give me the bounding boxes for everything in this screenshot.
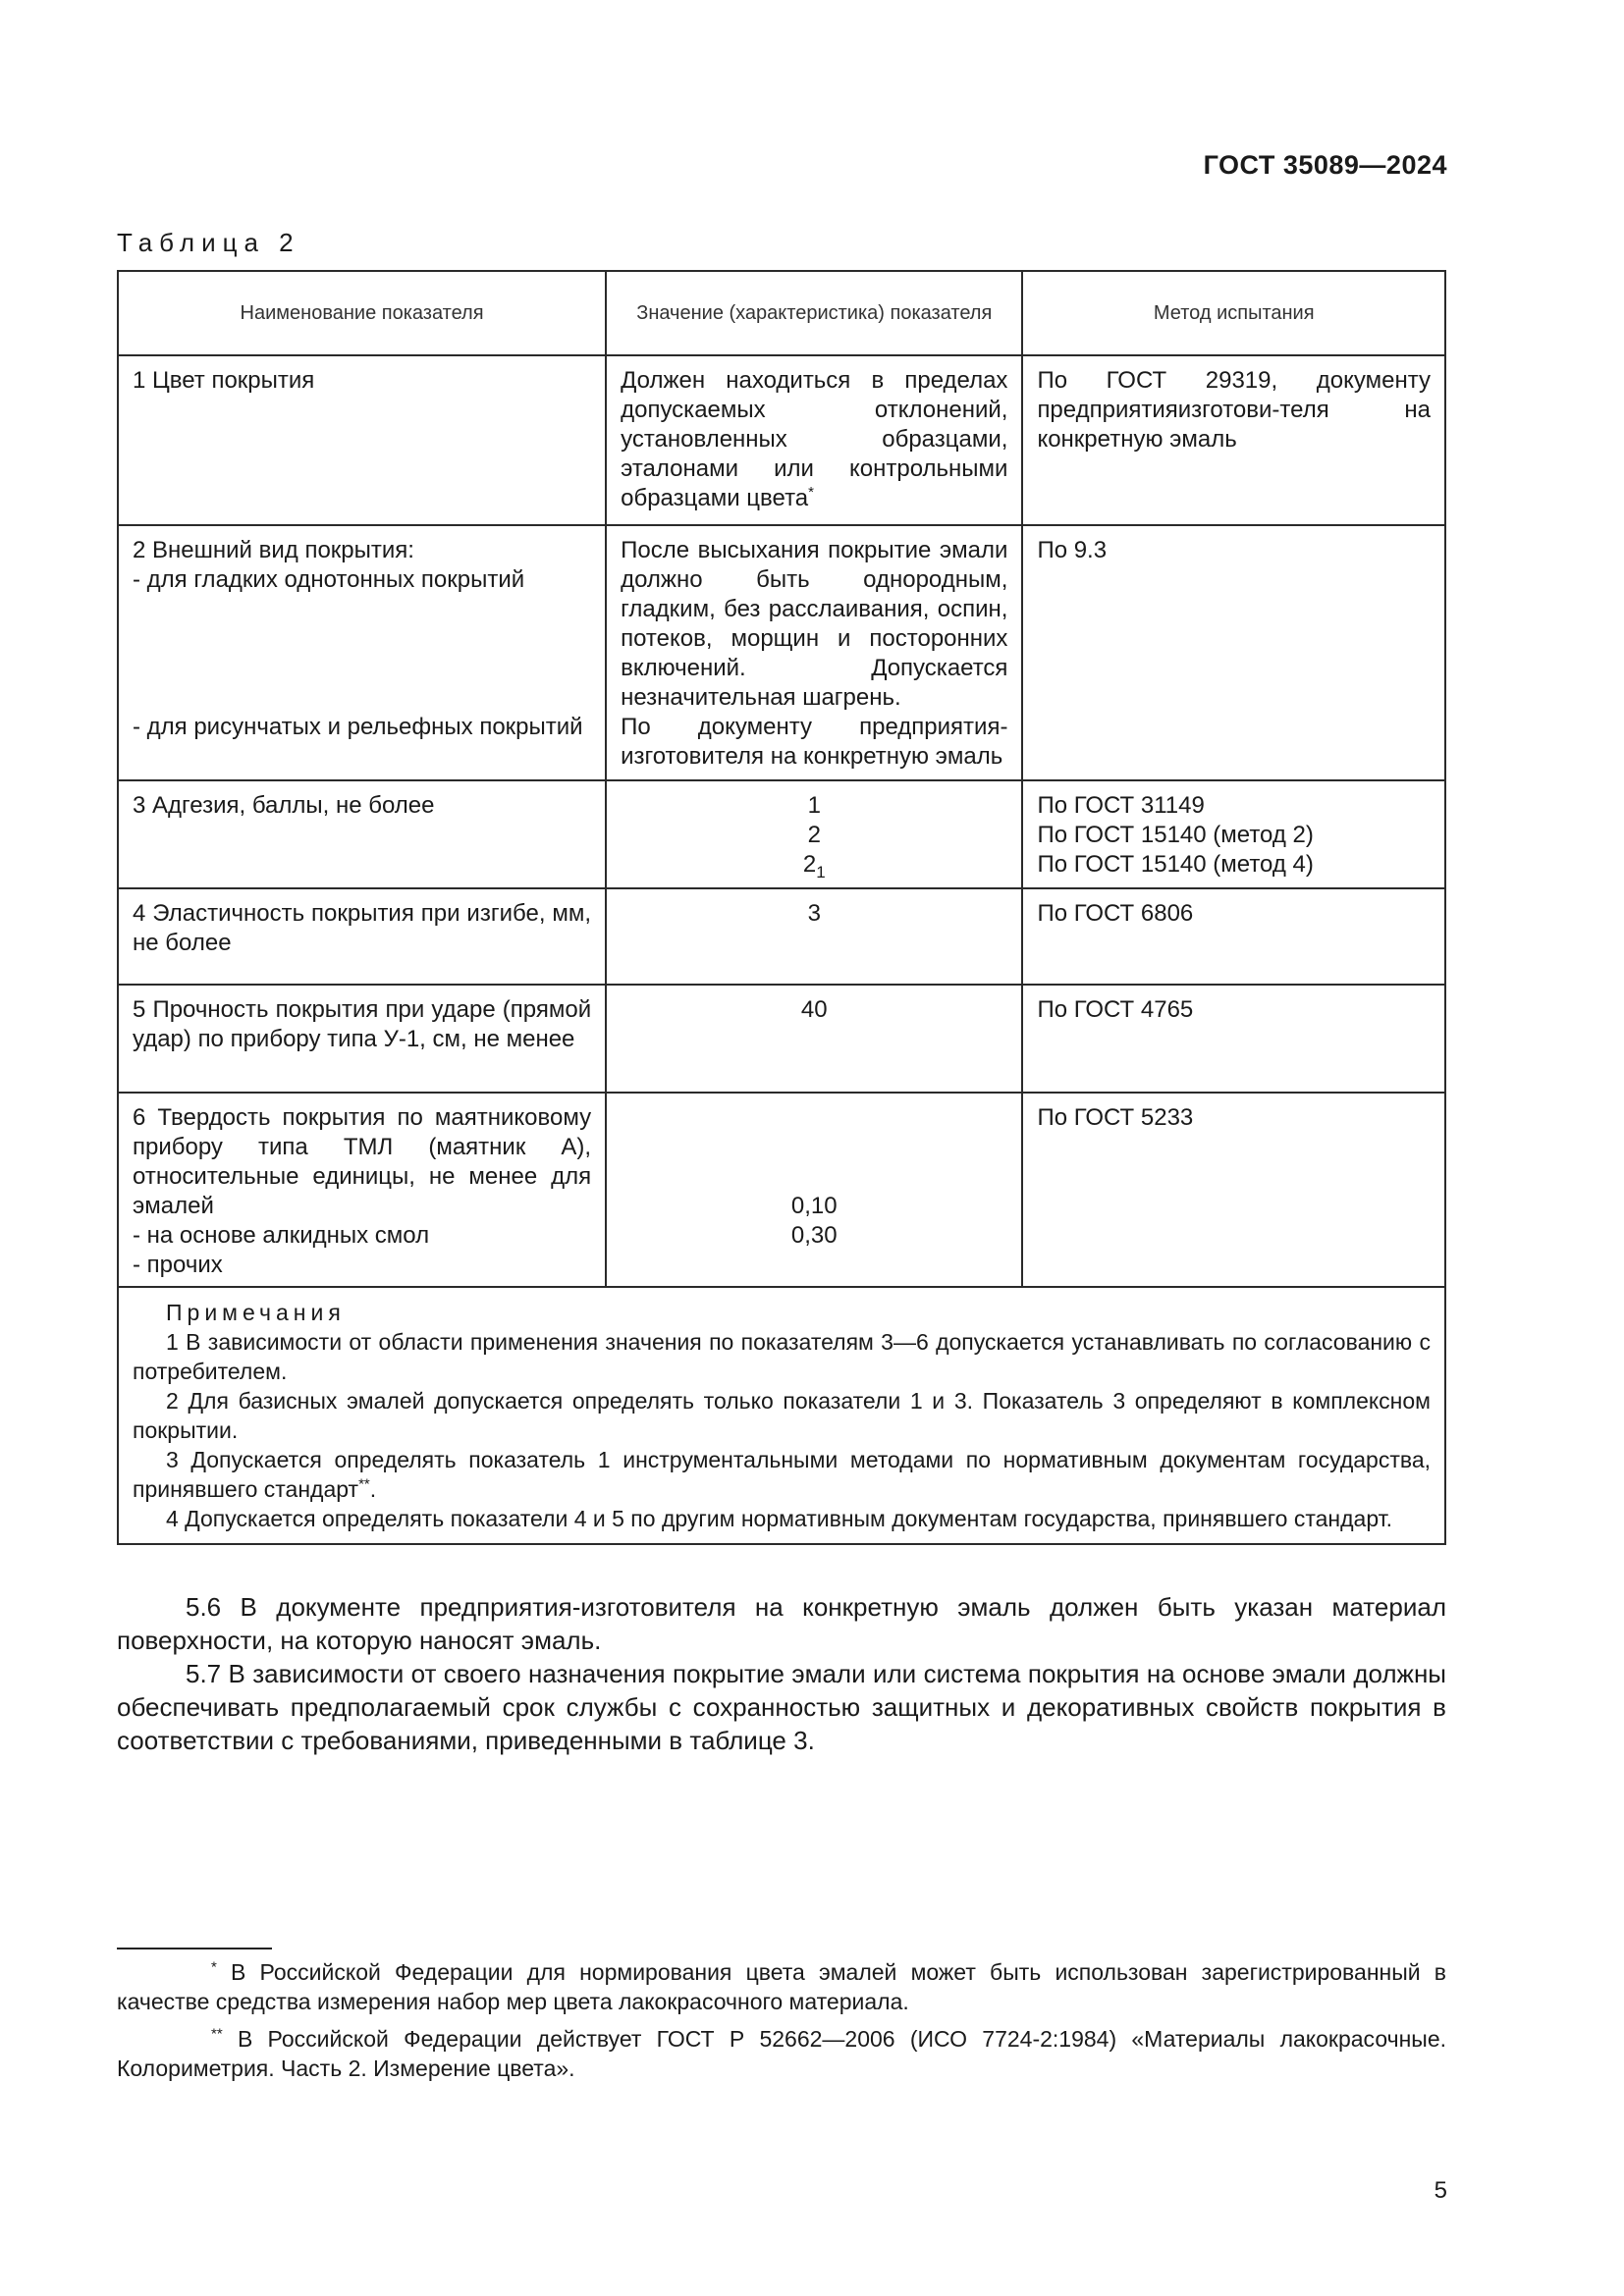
row3-value-subscript: 1 [816, 862, 826, 881]
row3-method-line: По ГОСТ 15140 (метод 4) [1037, 851, 1314, 878]
paragraph-5-7: 5.7 В зависимости от своего назначения покрытие эмали или система покрытия на основе эмали должны обеспечивать предполагаемый срок службы с сохранностью защитных и декоративных свойств покрытия в соответствии с требованиями, приведенными в таблице 3. [117, 1659, 1446, 1755]
footnote-separator [117, 1948, 272, 1949]
paragraph-5-6: 5.6 В документе предприятия-изготовителя на конкретную эмаль должен быть указан материал поверхности, на которую наносят эмаль. [117, 1592, 1446, 1655]
header-test-method: Метод испытания [1022, 271, 1445, 355]
row5-method [1022, 985, 1445, 1093]
row2-name-line [133, 595, 591, 624]
row6-value-line: 0,10 [790, 1193, 838, 1219]
row3-name-line: 3 Адгезия, баллы, не более [133, 792, 435, 819]
row3-value-line: $2_1$ [802, 851, 826, 881]
row3-method [1022, 780, 1445, 888]
row3-method-line: По ГОСТ 31149 [1037, 792, 1205, 819]
notes-cell [118, 1287, 1445, 1544]
row2-value [606, 525, 1022, 780]
table-row [118, 1093, 1445, 1287]
table-caption: Таблица 2 [117, 228, 300, 257]
row1-value [606, 355, 1022, 525]
notes-title: Примечания [166, 1300, 346, 1325]
row1-method-line: По ГОСТ 29319, документу предприятияизготови-теля на конкретную эмаль [1037, 367, 1431, 453]
row2-method-line: По 9.3 [1037, 537, 1108, 563]
table-header-row [118, 271, 1445, 355]
row6-method-line: По ГОСТ 5233 [1037, 1104, 1194, 1131]
row3-method-line: По ГОСТ 15140 (метод 2) [1037, 822, 1314, 848]
page-number: 5 [1434, 2177, 1447, 2204]
row2-name-line: - для гладких однотонных покрытий [133, 566, 525, 593]
table-row [118, 355, 1445, 525]
header-indicator-name: Наименование показателя [118, 271, 606, 355]
row4-name-line: 4 Эластичность покрытия при изгибе, мм, не более [133, 900, 592, 956]
table-row [118, 780, 1445, 888]
footnote-mark: * [211, 1958, 217, 1976]
table-row [118, 888, 1445, 985]
row4-name [118, 888, 606, 985]
row2-name-line: 2 Внешний вид покрытия: [133, 537, 414, 563]
row5-method-line: По ГОСТ 4765 [1037, 996, 1194, 1023]
table-row [118, 525, 1445, 780]
row2-method [1022, 525, 1445, 780]
notes-row [118, 1287, 1445, 1544]
row6-name-line: - на основе алкидных смол [133, 1222, 430, 1249]
row6-name [118, 1093, 606, 1287]
row6-name-line: 6 Твердость покрытия по маятниковому прибору типа ТМЛ (маятник А), относительные единицы, не менее для эмалей [133, 1104, 592, 1219]
row6-method [1022, 1093, 1445, 1287]
row6-value-line [621, 1162, 1007, 1192]
note-item: 4 Допускается определять показатели 4 и 5 по другим нормативным документам государства, принявшего стандарт. [166, 1506, 1393, 1531]
row3-name [118, 780, 606, 888]
indicators-table [117, 270, 1446, 1545]
footnote-mark: ** [211, 2025, 223, 2043]
note-item: 1 В зависимости от области применения значения по показателям 3—6 допускается устанавливать по согласованию с потребителем. [133, 1329, 1431, 1384]
document-code: ГОСТ 35089—2024 [1203, 150, 1447, 180]
row1-name-line: 1 Цвет покрытия [133, 367, 315, 394]
row3-value-line: 2 [807, 822, 821, 848]
footnote-ref-2: ** [358, 1475, 370, 1493]
footnote-2: ** В Российской Федерации действует ГОСТ Р 52662—2006 (ИСО 7724-2:1984) «Материалы лакокрасочные. Колориметрия. Часть 2. Измерение цвета». [117, 2025, 1446, 2081]
row4-value-line: 3 [807, 900, 821, 927]
note-item: 2 Для базисных эмалей допускается определять только показатели 1 и 3. Показатель 3 определяют в комплексном покрытии. [133, 1388, 1431, 1443]
row1-method [1022, 355, 1445, 525]
row5-value-line: 40 [800, 996, 828, 1023]
row4-method [1022, 888, 1445, 985]
row4-method-line: По ГОСТ 6806 [1037, 900, 1194, 927]
row6-value-line [621, 1103, 1007, 1133]
row6-value-line [621, 1133, 1007, 1162]
row6-value [606, 1093, 1022, 1287]
row2-name-line [133, 654, 591, 683]
row1-value-text: Должен находиться в пределах допускаемых отклонений, установленных образцами, эталонами или контрольными образцами цвета [621, 367, 1008, 511]
footnote-1: * В Российской Федерации для нормирования цвета эмалей может быть использован зарегистрированный в качестве средства измерения набор мер цвета лакокрасочного материала. [117, 1958, 1446, 2014]
row6-name-line: - прочих [133, 1252, 223, 1278]
note-item: 3 Допускается определять показатель 1 инструментальными методами по нормативным документам государства, принявшего стандарт**. [133, 1447, 1431, 1502]
table-row [118, 985, 1445, 1093]
row3-value-line: 1 [807, 792, 821, 819]
row2-value-line: По документу предприятия-изготовителя на конкретную эмаль [621, 714, 1008, 770]
row2-name-line: - для рисунчатых и рельефных покрытий [133, 714, 583, 740]
row3-value [606, 780, 1022, 888]
row5-name [118, 985, 606, 1093]
row5-name-line: 5 Прочность покрытия при ударе (прямой удар) по прибору типа У-1, см, не менее [133, 996, 592, 1052]
header-value: Значение (характеристика) показателя [606, 271, 1022, 355]
row4-value [606, 888, 1022, 985]
row6-value-line: 0,30 [790, 1222, 838, 1249]
footnote-ref-1: * [808, 484, 814, 501]
row2-name-line [133, 624, 591, 654]
row2-value-line: После высыхания покрытие эмали должно быть однородным, гладким, без расслаивания, оспин, потеков, морщин и посторонних включений. Допускается незначительная шагрень. [621, 537, 1008, 711]
row2-name-line [133, 683, 591, 713]
row5-value [606, 985, 1022, 1093]
row2-name [118, 525, 606, 780]
row1-name [118, 355, 606, 525]
